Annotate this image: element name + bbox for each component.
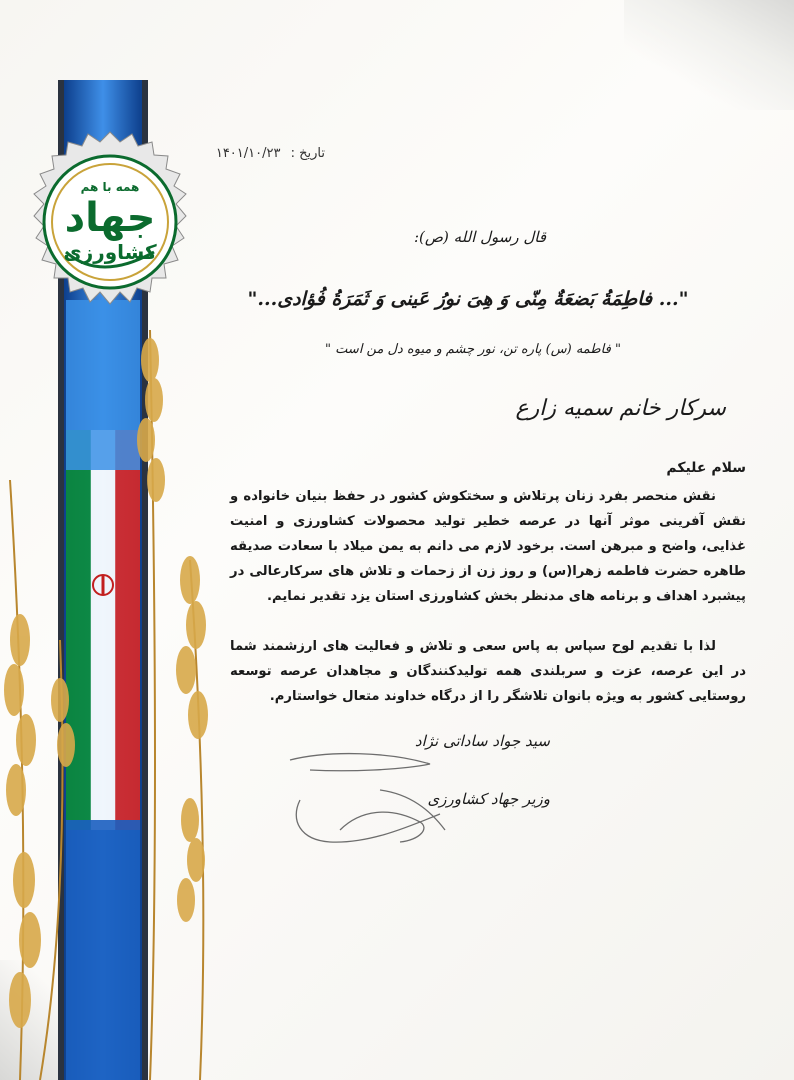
- logo-main-text: جهاد: [64, 195, 156, 241]
- hadith-translation: " فاطمه (س) پاره تن، نور چشم و میوه دل من است ": [325, 342, 621, 357]
- date-label: تاریخ :: [290, 146, 325, 161]
- letter-date: [200, 146, 325, 161]
- body-paragraph-2: لذا با تقدیم لوح سپاس به پاس سعی و تلاش و فعالیت های ارزشمند شما در این عرصه، عزت و سربلندی همه تولیدکنندگان و مجاهدان عرصه توسعه روستایی کشور به ویژه بانوان تلاشگر را از درگاه خداوند متعال خواستارم.: [230, 639, 746, 704]
- paper-fold-shadow: [624, 0, 794, 110]
- recipient-name: سرکار خانم سمیه زارع: [515, 396, 726, 421]
- logo-text: [18, 130, 202, 314]
- signature-icon: [270, 730, 460, 860]
- signer-title: وزیر جهاد کشاورزی: [427, 790, 550, 808]
- greeting: سلام علیکم: [666, 460, 746, 476]
- signer-name: سید جواد ساداتی نژاد: [414, 732, 550, 750]
- logo-sub-text: کشاورزی: [63, 240, 157, 264]
- prophet-quote-intro: قال رسول الله (ص):: [413, 228, 546, 246]
- body-paragraph-1: نقش منحصر بفرد زنان پرتلاش و سختکوش کشور در حفظ بنیان خانواده و نقش آفرینی موثر آنها در عرصه خطیر تولید محصولات کشاورزی و امنیت غذایی، واضح و مبرهن است. برخود لازم می دانم به یمن میلاد با سعادت صدیقه طاهره حضرت فاطمه زهرا(س) و روز زن از زحمات و تلاش های سرکارعالی در پیشبرد اهداف و برنامه های مدنظر بخش کشاورزی استان یزد تقدیر نمایم.: [230, 489, 746, 604]
- date-value: ۱۴۰۱/۱۰/۲۳: [215, 146, 281, 161]
- logo-top-text: همه با هم: [80, 180, 140, 194]
- hadith-text: "... فاطِمَةُ بَضعَةٌ مِنّی وَ هِیَ نورُ عَینی وَ ثَمَرَةُ فُؤادی...": [247, 288, 689, 310]
